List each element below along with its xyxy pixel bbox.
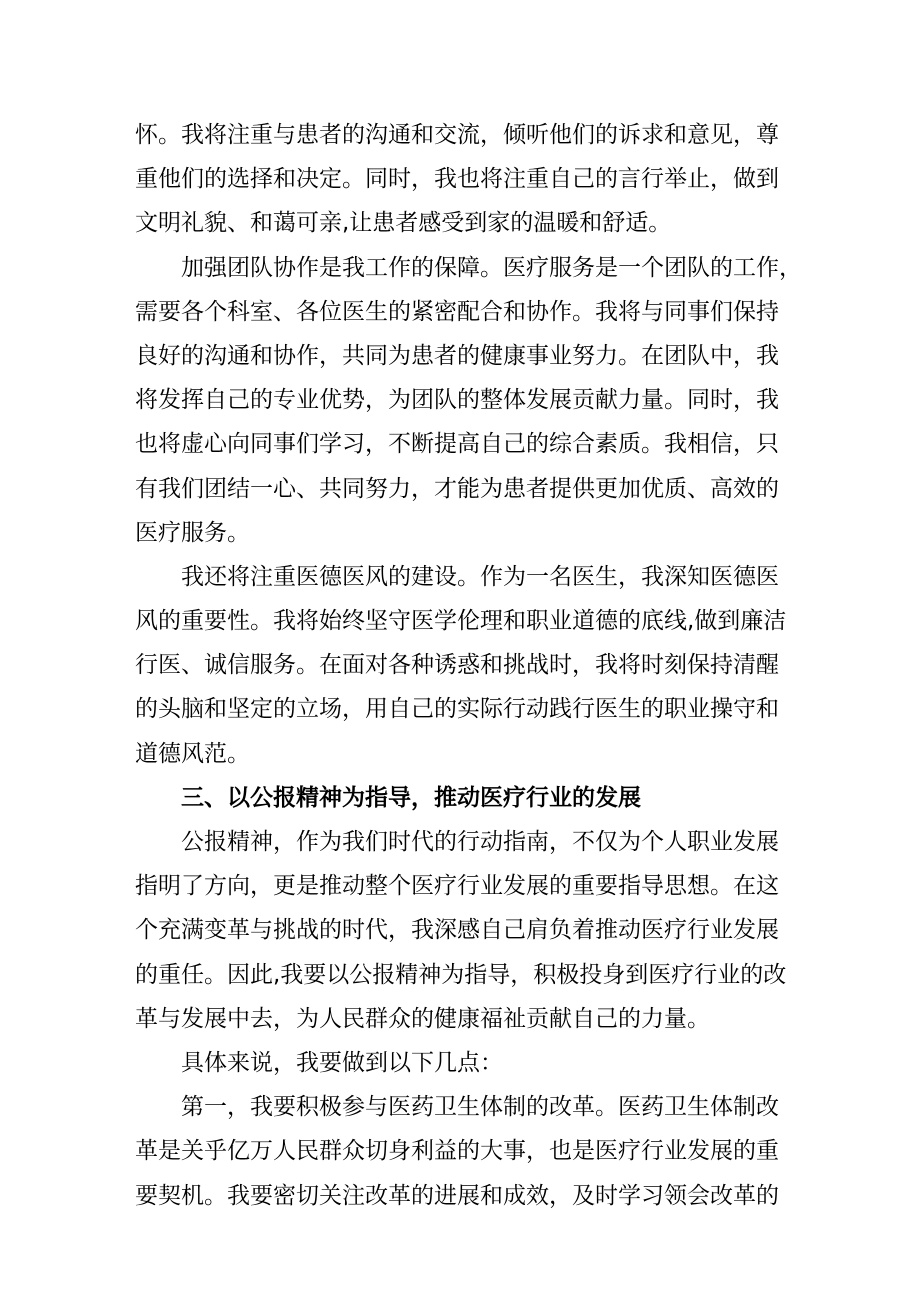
- text-line: 要契机。我要密切关注改革的进展和成效，及时学习领会改革的: [135, 1182, 779, 1209]
- text-line: 个充满变革与挑战的时代，我深感自己肩负着推动医疗行业发展: [135, 917, 779, 944]
- text-line: 革是关乎亿万人民群众切身利益的大事，也是医疗行业发展的重: [135, 1138, 779, 1165]
- paragraph-start-line: 具体来说，我要做到以下几点：: [181, 1049, 503, 1076]
- paragraph-start-line: 公报精神，作为我们时代的行动指南，不仅为个人职业发展: [181, 829, 779, 855]
- text-line: 指明了方向，更是推动整个医疗行业发展的重要指导思想。在这: [135, 873, 779, 900]
- document-body: [135, 113, 802, 1218]
- text-line: 文明礼貌、和蔼可亲,让患者感受到家的温暖和舒适。: [135, 210, 672, 237]
- text-line: 医疗服务。: [135, 519, 250, 546]
- text-line: 的头脑和坚定的立场，用自己的实际行动践行医生的职业操守和: [135, 696, 779, 723]
- text-line: 重他们的选择和决定。同时，我也将注重自己的言行举止，做到: [135, 166, 779, 193]
- text-line: 也将虚心向同事们学习，不断提高自己的综合素质。我相信，只: [135, 431, 779, 458]
- text-line: 行医、诚信服务。在面对各种诱惑和挑战时，我将时刻保持清醒: [135, 652, 779, 679]
- paragraph-start-line: 第一，我要积极参与医药卫生体制的改革。医药卫生体制改: [181, 1094, 779, 1121]
- text-line: 有我们团结一心、共同努力，才能为患者提供更加优质、高效的: [135, 475, 779, 502]
- text-line: 需要各个科室、各位医生的紧密配合和协作。我将与同事们保持: [135, 298, 779, 325]
- text-line: 怀。我将注重与患者的沟通和交流，倾听他们的诉求和意见，尊: [135, 122, 779, 148]
- text-line: 将发挥自己的专业优势，为团队的整体发展贡献力量。同时，我: [135, 387, 779, 414]
- text-line: 风的重要性。我将始终坚守医学伦理和职业道德的底线,做到廉洁: [135, 608, 787, 635]
- paragraph-start-line: 加强团队协作是我工作的保障。医疗服务是一个团队的工作，: [181, 254, 802, 281]
- section-heading: 三、以公报精神为指导，推动医疗行业的发展: [181, 784, 641, 811]
- text-line: 良好的沟通和协作，共同为患者的健康事业努力。在团队中，我: [135, 342, 779, 369]
- text-line: 革与发展中去，为人民群众的健康福祉贡献自己的力量。: [135, 1005, 710, 1032]
- text-line: 道德风范。: [135, 740, 250, 767]
- paragraph-start-line: 我还将注重医德医风的建设。作为一名医生，我深知医德医: [181, 563, 779, 590]
- text-line: 的重任。因此,我要以公报精神为指导，积极投身到医疗行业的改: [135, 961, 787, 988]
